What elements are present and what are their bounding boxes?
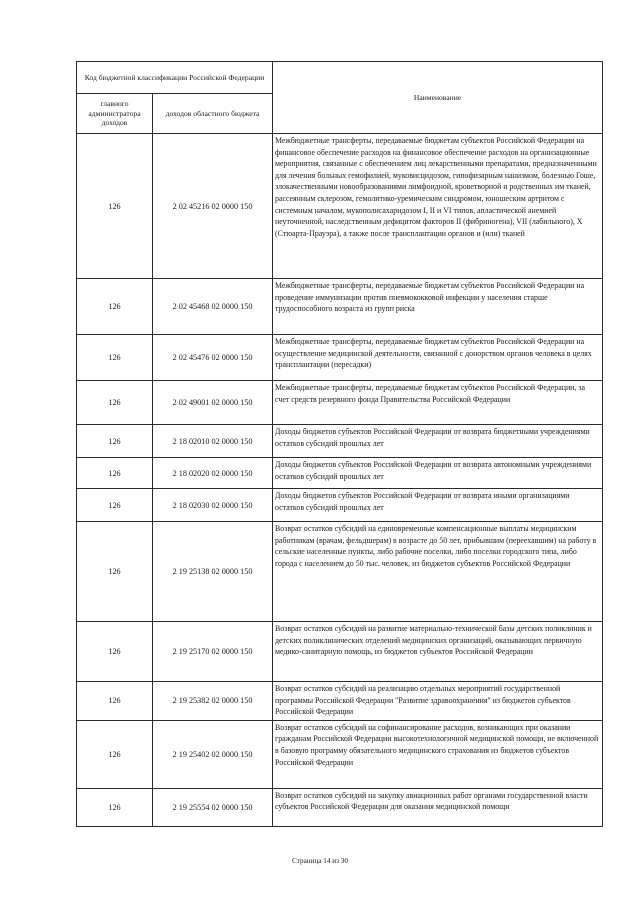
table-row (77, 682, 603, 721)
header-name: Наименование (273, 62, 603, 134)
name-cell: Возврат остатков субсидий на реализацию отдельных мероприятий государственной программы Российской Федерации "Развитие здравоохранения" из бюджетов субъектов Российской Федерации (273, 682, 603, 721)
name-cell: Доходы бюджетов субъектов Российской Федерации от возврата бюджетными учреждениями остатков субсидий прошлых лет (273, 425, 603, 458)
table-row (77, 489, 603, 522)
table-body (77, 134, 603, 827)
table-row (77, 425, 603, 458)
table-row (77, 788, 603, 826)
admin-code-cell: 126 (77, 682, 153, 721)
name-cell: Доходы бюджетов субъектов Российской Федерации от возврата автономными учреждениями остатков субсидий прошлых лет (273, 458, 603, 489)
income-code-cell: 2 19 25138 02 0000 150 (153, 522, 273, 622)
table-header (77, 62, 603, 134)
table-row (77, 134, 603, 279)
header-group-title: Код бюджетной классификации Российской Федерации (77, 62, 273, 94)
name-cell: Доходы бюджетов субъектов Российской Федерации от возврата иными организациями остатков субсидий прошлых лет (273, 489, 603, 522)
admin-code-cell: 126 (77, 522, 153, 622)
admin-code-cell: 126 (77, 134, 153, 279)
table-row (77, 622, 603, 682)
name-cell: Возврат остатков субсидий на развитие материально-технической базы детских поликлиник и детских поликлинических отделений медицинских организаций, оказывающих первичную медико-санитарную помощь, из бюджетов субъектов Российской Федерации (273, 622, 603, 682)
name-cell: Межбюджетные трансферты, передаваемые бюджетам субъектов Российской Федерации, за счет средств резервного фонда Правительства Российской Федерации (273, 381, 603, 425)
income-code-cell: 2 18 02030 02 0000 150 (153, 489, 273, 522)
income-code-cell: 2 19 25382 02 0000 150 (153, 682, 273, 721)
income-code-cell: 2 18 02010 02 0000 150 (153, 425, 273, 458)
income-code-cell: 2 02 45216 02 0000 150 (153, 134, 273, 279)
table-row (77, 522, 603, 622)
income-code-cell: 2 19 25402 02 0000 150 (153, 720, 273, 788)
income-code-cell: 2 02 49001 02 0000 150 (153, 381, 273, 425)
income-code-cell: 2 19 25170 02 0000 150 (153, 622, 273, 682)
page-footer: Страница 14 из 30 (292, 857, 348, 865)
admin-code-cell: 126 (77, 720, 153, 788)
table-row (77, 335, 603, 381)
income-code-cell: 2 19 25554 02 0000 150 (153, 788, 273, 826)
table-row (77, 720, 603, 788)
name-cell: Возврат остатков субсидий на закупку авиационных работ органами государственной власти субъектов Российской Федерации для оказания медицинской помощи (273, 788, 603, 826)
name-cell: Возврат остатков субсидий на единовременные компенсационные выплаты медицинским работникам (врачам, фельдшерам) в возрасте до 50 лет, прибывшим (переехавшим) на работу в сельские населенные пункты, либо рабочие поселки, либо поселки городского типа, либо города с населением до 50 тыс. человек, из бюджетов субъектов Российской Федерации (273, 522, 603, 622)
table-row (77, 381, 603, 425)
income-code-cell: 2 02 45468 02 0000 150 (153, 279, 273, 335)
table-row (77, 458, 603, 489)
name-cell: Межбюджетные трансферты, передаваемые бюджетам субъектов Российской Федерации на осуществление медицинской деятельности, связанной с донорством органов человека в целях трансплантации (пересадки) (273, 335, 603, 381)
budget-classification-table (76, 61, 603, 827)
header-income: доходов областного бюджета (153, 94, 273, 134)
income-code-cell: 2 02 45476 02 0000 150 (153, 335, 273, 381)
admin-code-cell: 126 (77, 279, 153, 335)
name-cell: Межбюджетные трансферты, передаваемые бюджетам субъектов Российской Федерации на финансовое обеспечение расходов на финансовое обеспечение расходов на организационные мероприятия, связанные с обеспечением лиц лекарственными препаратами, предназначенными для лечения больных гемофилией, муковисцидозом, гипофизарным нанизмом, болезнью Гоше, злокачественными новообразованиями лимфоидной, кроветворной и родственных им тканей, рассеянным склерозом, гемолитико-уремическим синдромом, юношеским артритом с системным началом, мукополисахаридозом I, II и VI типов, апластической анемией неуточненной, наследственным дефицитом факторов II (фибриногена), VII (лабильного), X (Стюарта-Прауэра), а также после трансплантации органов и (или) тканей (273, 134, 603, 279)
admin-code-cell: 126 (77, 425, 153, 458)
table-row (77, 279, 603, 335)
admin-code-cell: 126 (77, 489, 153, 522)
income-code-cell: 2 18 02020 02 0000 150 (153, 458, 273, 489)
name-cell: Возврат остатков субсидий на софинансирование расходов, возникающих при оказании гражданам Российской Федерации высокотехнологичной медицинской помощи, не включенной в базовую программу обязательного медицинского страхования из бюджетов субъектов Российской Федерации (273, 720, 603, 788)
admin-code-cell: 126 (77, 458, 153, 489)
header-admin: главного администратора доходов (77, 94, 153, 134)
name-cell: Межбюджетные трансферты, передаваемые бюджетам субъектов Российской Федерации на проведение иммунизации против пневмококковой инфекции у населения старше трудоспособного возраста из групп риска (273, 279, 603, 335)
admin-code-cell: 126 (77, 381, 153, 425)
admin-code-cell: 126 (77, 622, 153, 682)
admin-code-cell: 126 (77, 788, 153, 826)
admin-code-cell: 126 (77, 335, 153, 381)
